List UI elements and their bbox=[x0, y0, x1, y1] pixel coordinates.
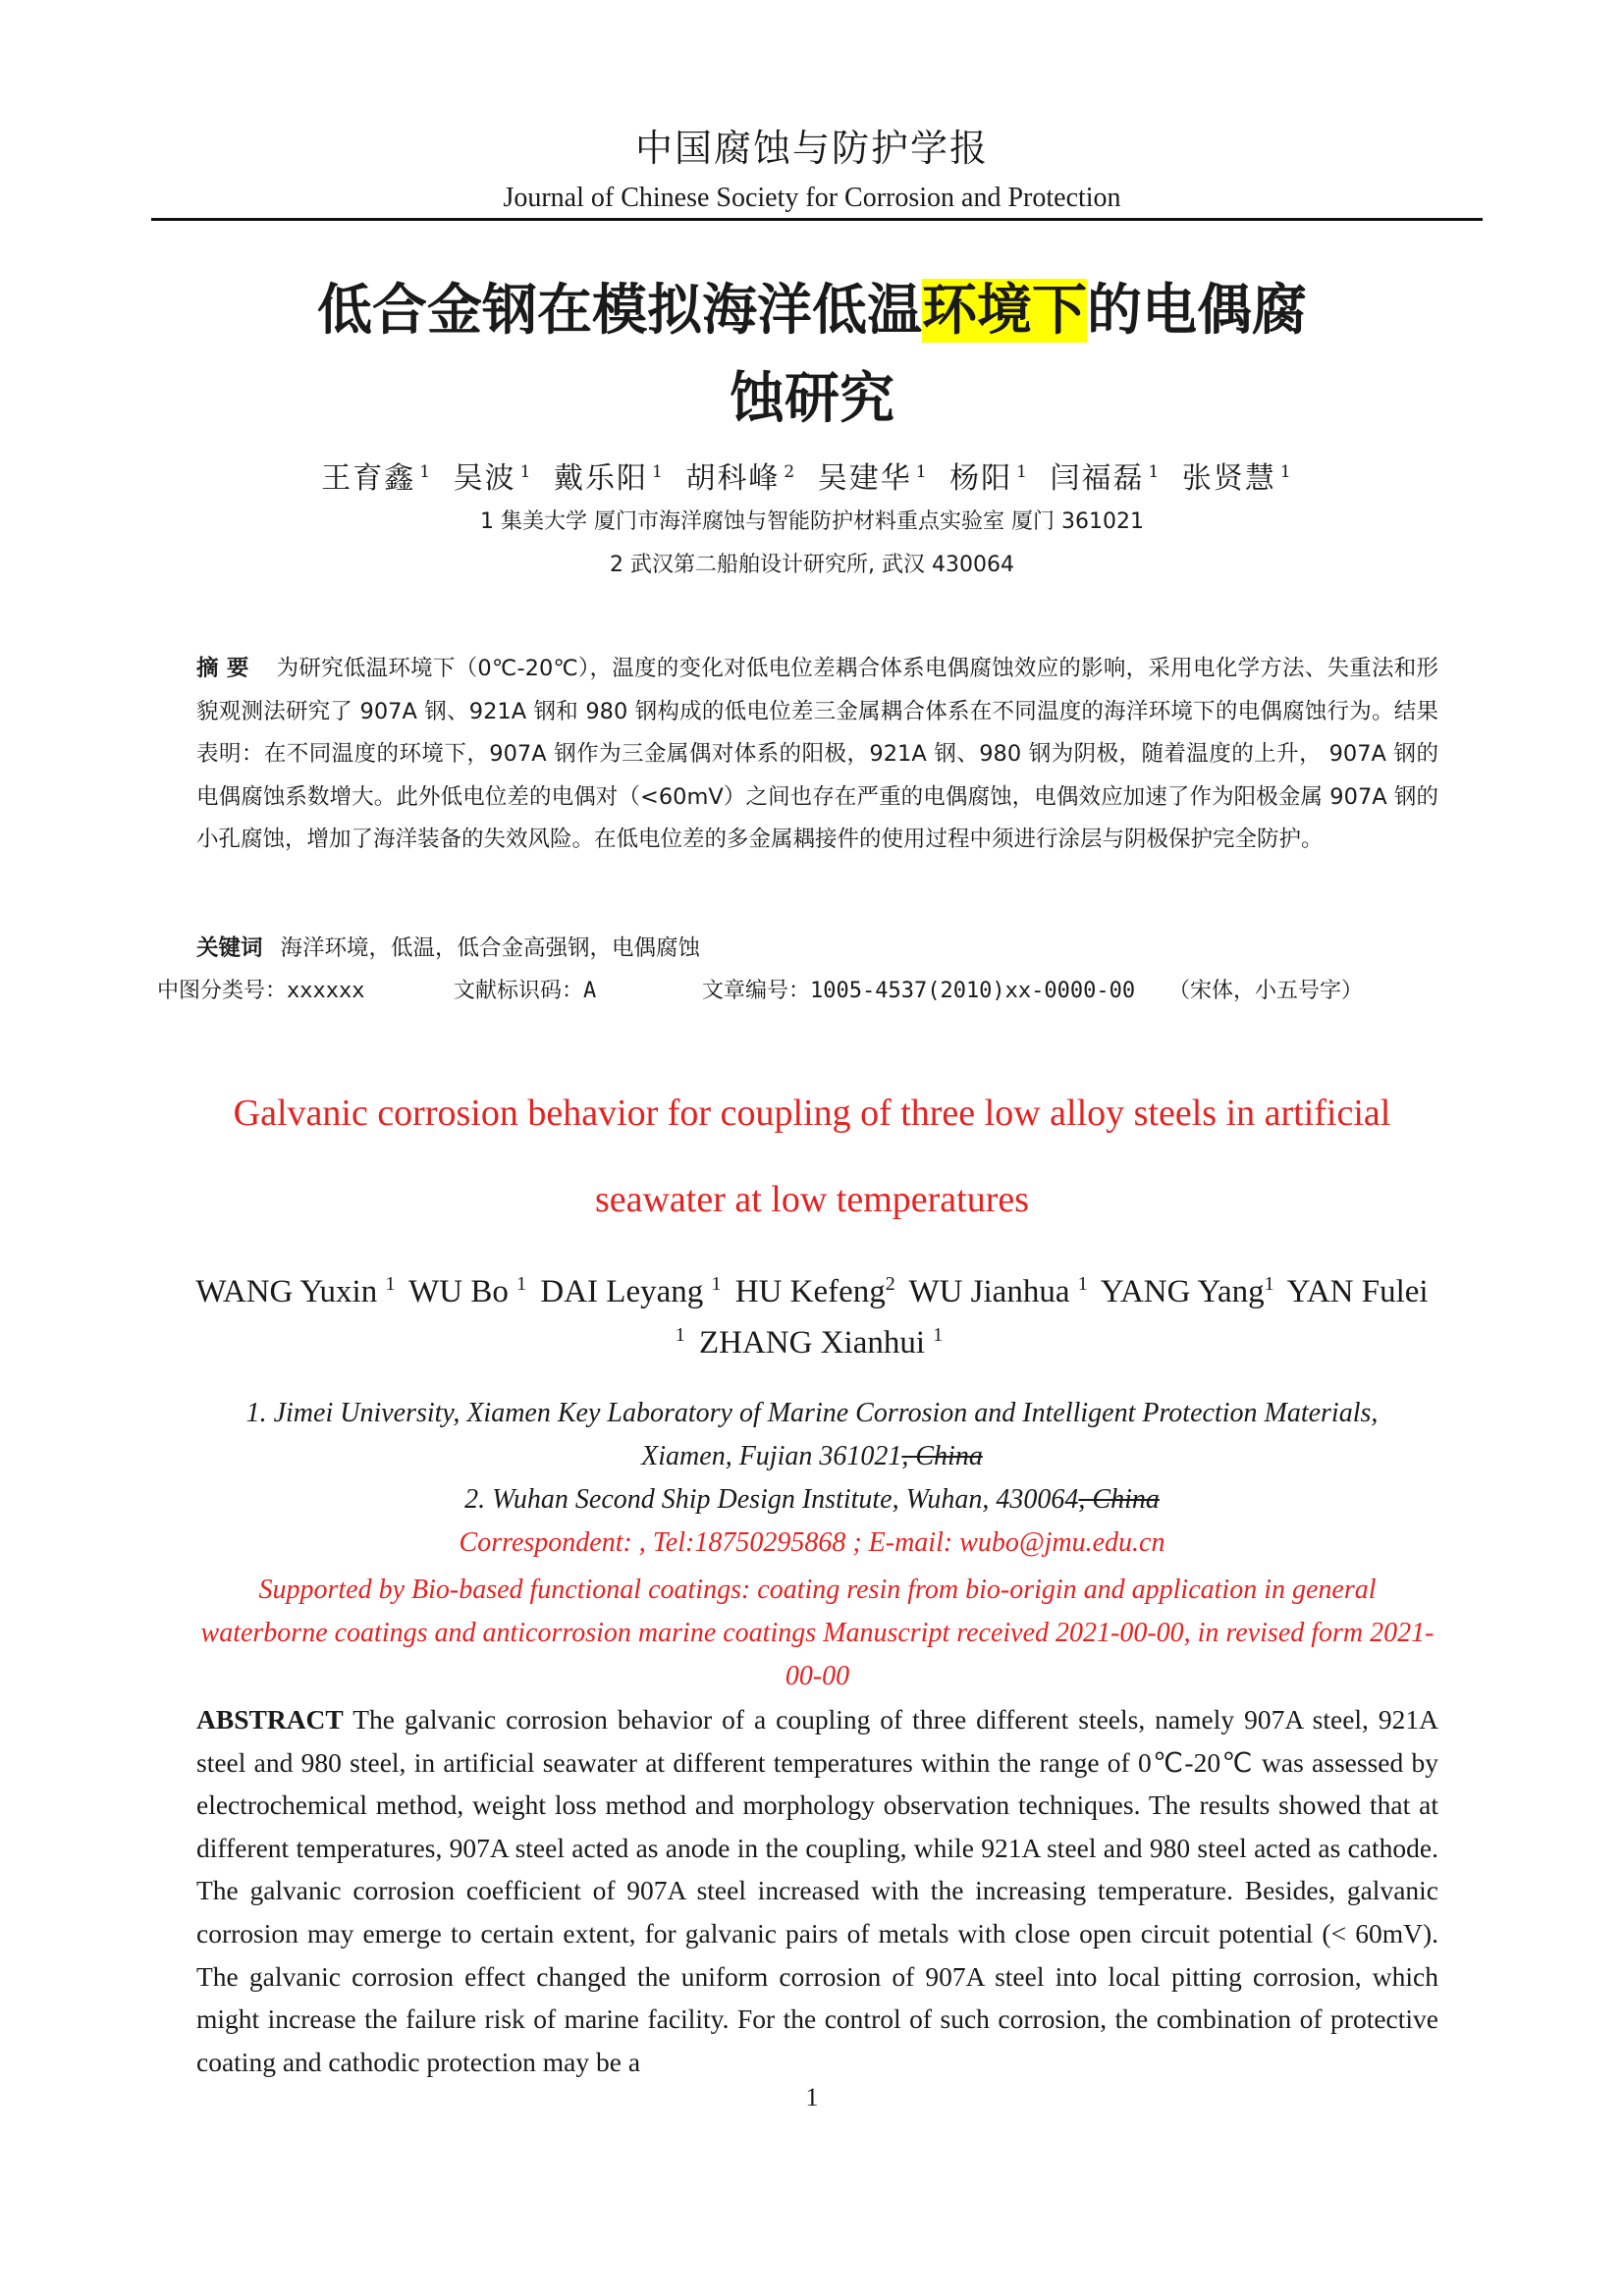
author-sup: 1 bbox=[933, 1324, 944, 1346]
title-cn-pre: 低合金钢在模拟海洋低温 bbox=[317, 279, 922, 343]
page-number: 1 bbox=[805, 2083, 819, 2111]
keywords-cn-text: 海洋环境，低温，低合金高强钢，电偶腐蚀 bbox=[280, 935, 701, 961]
affiliation-en-1-line1: 1. Jimei University, Xiamen Key Laboratory of Marine Corrosion and Intelligent Protection Materials, bbox=[245, 1398, 1379, 1428]
abstract-en bbox=[196, 1698, 1438, 2083]
abstract-cn-text: 为研究低温环境下（0℃-20℃），温度的变化对低电位差耦合体系电偶腐蚀效应的影响，采用电化学方法、失重法和形貌观测法研究了 907A 钢、921A 钢和 980 钢构成的低电位差三金属耦合体系在不同温度的海洋环境下的电偶腐蚀行为。结果表明：在不同温度的环境下，907A 钢作为三金属偶对体系的阳极，921A 钢、980 钢为阴极，随着温度的上升， 907A 钢的电偶腐蚀系数增大。此外低电位差的电偶对（<60mV）之间也存在严重的电偶腐蚀，电偶效应加速了作为阳极金属 907A 钢的小孔腐蚀，增加了海洋装备的失效风险。在低电位差的多金属耦接件的使用过程中须进行涂层与阴极保护完全防护。 bbox=[196, 656, 1438, 853]
author-sup: 1 bbox=[519, 462, 533, 482]
affiliation-en-2 bbox=[0, 1484, 1624, 1516]
author-sup: 2 bbox=[885, 1273, 895, 1295]
abstract-en-label: ABSTRACT bbox=[196, 1704, 344, 1735]
author-cn: 胡科峰 bbox=[685, 461, 781, 496]
keywords-cn bbox=[196, 931, 700, 962]
affiliation-cn-1: 1 集美大学 厦门市海洋腐蚀与智能防护材料重点实验室 厦门 361021 bbox=[480, 509, 1144, 534]
journal-name-en: Journal of Chinese Society for Corrosion and Protection bbox=[503, 183, 1121, 213]
author-en: HU Kefeng bbox=[734, 1274, 886, 1309]
affiliation-en-1-line2 bbox=[0, 1441, 1624, 1472]
author-cn: 王育鑫 bbox=[321, 461, 416, 496]
correspondent-line: Correspondent: , Tel:18750295868 ; E-mail: wubo@jmu.edu.cn bbox=[459, 1527, 1165, 1558]
author-sup: 1 bbox=[675, 1324, 685, 1346]
author-cn: 吴波 bbox=[453, 461, 516, 496]
author-cn: 闫福磊 bbox=[1050, 461, 1145, 496]
funding-note: Supported by Bio-based functional coatings: coating resin from bio-origin and application in general waterborne coatings and anticorrosion marine coatings Manuscript received 2021-00-00, in revised form 2021-00-00 bbox=[200, 1575, 1435, 1691]
author-en: WU Bo bbox=[408, 1274, 509, 1309]
journal-name-cn: 中国腐蚀与防护学报 bbox=[634, 127, 989, 170]
abstract-en-text: The galvanic corrosion behavior of a coupling of three different steels, namely 907A steel, 921A steel and 980 steel, in artificial seawater at different temperatures within the range of 0℃-20℃ was assessed by electrochemical method, weight loss method and morphology observation techniques. The results showed that at different temperatures, 907A steel acted as anode in the coupling, while 921A steel and 980 steel acted as cathode. The galvanic corrosion coefficient of 907A steel increased with the increasing temperature. Besides, galvanic corrosion may emerge to certain extent, for galvanic pairs of metals with close open circuit potential (< 60mV). The galvanic corrosion effect changed the uniform corrosion of 907A steel into local pitting corrosion, which might increase the failure risk of marine facility. For the control of such corrosion, the combination of protective coating and cathodic protection may be a bbox=[196, 1704, 1438, 2077]
author-cn: 吴建华 bbox=[817, 461, 912, 496]
affiliation-cn-2: 2 武汉第二船舶设计研究所, 武汉 430064 bbox=[610, 553, 1014, 577]
affiliation-en-1-text: Xiamen, Fujian 361021 bbox=[641, 1441, 902, 1471]
author-sup: 1 bbox=[419, 462, 433, 482]
author-sup: 1 bbox=[385, 1273, 396, 1295]
author-sup: 1 bbox=[652, 462, 665, 482]
affiliation-en-2-text: 2. Wuhan Second Ship Design Institute, Wuhan, 430064 bbox=[464, 1484, 1079, 1515]
author-sup: 1 bbox=[1077, 1273, 1088, 1295]
abstract-cn bbox=[196, 648, 1438, 862]
title-en-line2: seawater at low temperatures bbox=[594, 1179, 1030, 1220]
format-note: （宋体，小五号字） bbox=[1168, 979, 1364, 1003]
author-en: WU Jianhua bbox=[908, 1274, 1070, 1309]
article-number: 文章编号：1005-4537(2010)xx-0000-00 bbox=[702, 979, 1136, 1003]
author-en: WANG Yuxin bbox=[195, 1274, 378, 1309]
author-sup: 2 bbox=[784, 462, 797, 482]
author-cn: 张贤慧 bbox=[1181, 461, 1276, 496]
header-rule bbox=[151, 218, 1483, 221]
title-cn-line2: 蚀研究 bbox=[730, 367, 894, 431]
keywords-cn-label: 关键词 bbox=[196, 935, 263, 961]
author-cn: 戴乐阳 bbox=[554, 461, 649, 496]
author-sup: 1 bbox=[1148, 462, 1162, 482]
title-cn-line1 bbox=[0, 267, 1624, 346]
author-sup: 1 bbox=[711, 1273, 722, 1295]
title-cn-post: 的电偶腐 bbox=[1087, 279, 1307, 343]
author-sup: 1 bbox=[915, 462, 929, 482]
title-en-line1: Galvanic corrosion behavior for coupling of three low alloy steels in artificial bbox=[233, 1093, 1391, 1134]
title-en bbox=[0, 1070, 1624, 1243]
author-sup: 1 bbox=[1016, 462, 1029, 482]
authors-en bbox=[0, 1262, 1624, 1364]
abstract-cn-label: 摘 要 bbox=[196, 656, 249, 681]
author-sup: 1 bbox=[1279, 462, 1293, 482]
author-en: DAI Leyang bbox=[540, 1274, 704, 1309]
title-cn-highlight: 环境下 bbox=[922, 279, 1087, 343]
author-cn: 杨阳 bbox=[949, 461, 1013, 496]
authors-cn bbox=[0, 454, 1624, 497]
affiliation-en-1-strike: , China bbox=[901, 1441, 983, 1471]
author-en: ZHANG Xianhui bbox=[698, 1325, 926, 1361]
author-en: YANG Yang bbox=[1100, 1274, 1265, 1309]
author-sup: 1 bbox=[1264, 1273, 1274, 1295]
clc-number: 中图分类号：xxxxxx bbox=[157, 979, 365, 1003]
author-en: YAN Fulei bbox=[1286, 1274, 1429, 1309]
document-code: 文献标识码：A bbox=[454, 979, 597, 1003]
affiliation-en-2-strike: , China bbox=[1078, 1484, 1160, 1515]
author-sup: 1 bbox=[516, 1273, 527, 1295]
